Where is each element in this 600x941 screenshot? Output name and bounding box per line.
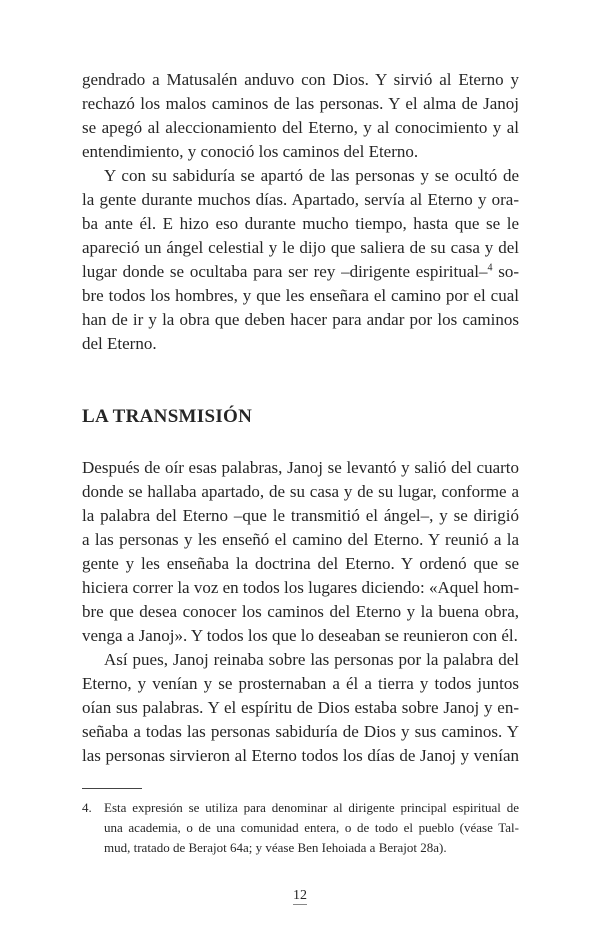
footnote-divider — [82, 788, 142, 789]
text-segment: lugar donde se ocultaba para ser rey –dirigente espiritual– — [82, 262, 488, 281]
text-line: señaba a todas las personas sabiduría de Dios y sus caminos. Y — [82, 722, 519, 741]
text-line: oían sus palabras. Y el espíritu de Dios estaba sobre Janoj y en- — [82, 698, 519, 717]
section-heading: LA TRANSMISIÓN — [82, 406, 253, 427]
footnote-line: mud, tratado de Berajot 64a; y véase Ben Iehoiada a Berajot 28a). — [104, 840, 447, 855]
page-number — [0, 888, 600, 904]
paragraph-3 — [82, 456, 519, 648]
footnote-line: una academia, o de una comunidad entera, o de todo el pueblo (véase Tal- — [104, 820, 519, 835]
text-line: han de ir y la obra que deben hacer para andar por los caminos — [82, 310, 519, 329]
text-line: ba ante él. E hizo eso durante mucho tiempo, hasta que se le — [82, 214, 519, 233]
text-line: bre que desea conocer los caminos del Eterno y la buena obra, — [82, 602, 519, 621]
page-body — [82, 68, 520, 765]
text-line: rechazó los malos caminos de las personas. Y el alma de Janoj — [82, 94, 519, 113]
text-line: entendimiento, y conoció los caminos del Eterno. — [82, 142, 419, 161]
text-line-with-footnote-ref — [82, 260, 519, 284]
text-line: hiciera correr la voz en todos los lugares diciendo: «Aquel hom- — [82, 578, 520, 597]
footnote-text: Esta expresión se utiliza para denominar al dirigente principal espiritual de — [104, 800, 519, 815]
text-line: a las personas y les enseñó el camino del Eterno. Y reunió a la — [82, 530, 519, 549]
footnote-number: 4. — [82, 800, 92, 815]
text-line: bre todos los hombres, y que les enseñara el camino por el cual — [82, 286, 519, 305]
section-body — [82, 456, 519, 768]
text-line: gendrado a Matusalén anduvo con Dios. Y sirvió al Eterno y — [82, 70, 519, 89]
text-line: las personas sirvieron al Eterno todos los días de Janoj y venían — [82, 746, 519, 765]
text-line: Así pues, Janoj reinaba sobre las personas por la palabra del — [104, 650, 519, 669]
text-line: venga a Janoj». Y todos los que lo deseaban se reunieron con él. — [82, 626, 518, 645]
text-line: apareció un ángel celestial y le dijo que saliera de su casa y del — [82, 238, 519, 257]
paragraph-4 — [82, 648, 519, 768]
text-line: Eterno, y venían y se prosternaban a él a tierra y todos juntos — [82, 674, 519, 693]
text-line: la palabra del Eterno –que le transmitió el ángel–, y se dirigió — [82, 506, 519, 525]
paragraph-1 — [82, 68, 519, 164]
footnote — [82, 798, 519, 858]
footnote-reference[interactable]: 4 — [487, 262, 493, 274]
footnote-line — [82, 798, 519, 818]
text-line: donde se hallaba apartado, de su casa y de su lugar, conforme a — [82, 482, 519, 501]
text-line: se apegó al aleccionamiento del Eterno, y al conocimiento y al — [82, 118, 519, 137]
text-segment: so- — [492, 262, 520, 281]
text-line: del Eterno. — [82, 334, 157, 353]
text-line: Después de oír esas palabras, Janoj se levantó y salió del cuarto — [82, 458, 519, 477]
text-line: gente y les enseñaba la doctrina del Eterno. Y ordenó que se — [82, 554, 519, 573]
text-line: la gente durante muchos días. Apartado, servía al Eterno y ora- — [82, 190, 519, 209]
text-line: Y con su sabiduría se apartó de las personas y se ocultó de — [104, 166, 519, 185]
paragraph-2 — [82, 164, 519, 356]
page-number-text: 12 — [293, 888, 307, 903]
